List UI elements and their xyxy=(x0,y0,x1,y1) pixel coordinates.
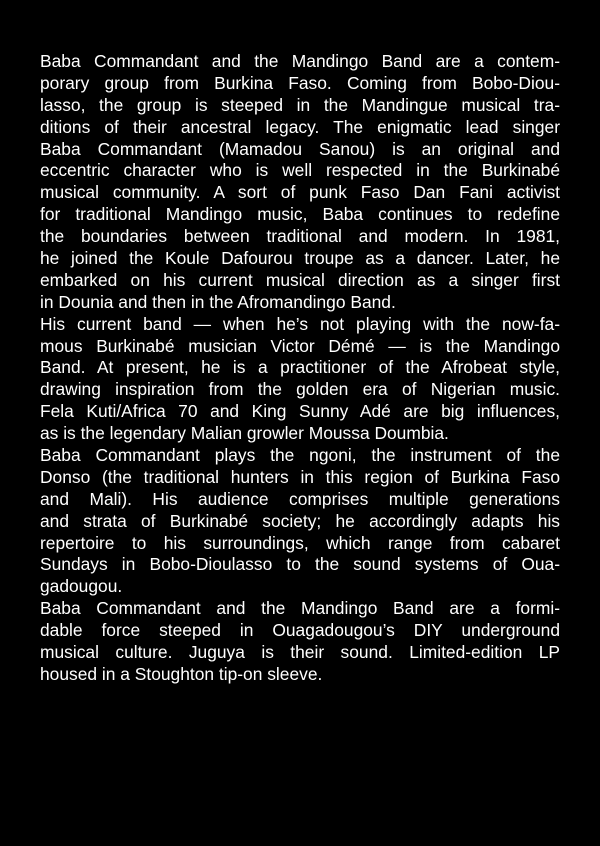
paragraph-2 xyxy=(40,314,560,445)
text-line: drawing inspiration from the golden era of Nigerian music. xyxy=(40,379,560,400)
text-line: and Mali). His audience comprises multiple generations xyxy=(40,488,560,509)
text-line: ditions of their ancestral legacy. The enigmatic lead singer xyxy=(40,116,560,137)
text-line: the boundaries between traditional and modern. In 1981, xyxy=(40,226,560,247)
text-line: gadougou. xyxy=(40,576,123,597)
text-line: housed in a Stoughton tip-on sleeve. xyxy=(40,663,323,684)
text-line: His current band — when he’s not playing with the now-fa- xyxy=(40,313,560,334)
text-line: Donso (the traditional hunters in this region of Burkina Faso xyxy=(40,466,560,487)
paragraph-1 xyxy=(40,51,560,314)
text-line: as is the legendary Malian growler Moussa Doumbia. xyxy=(40,423,449,444)
text-line: musical community. A sort of punk Faso Dan Fani activist xyxy=(40,182,560,203)
text-line: Fela Kuti/Africa 70 and King Sunny Adé are big influences, xyxy=(40,401,560,422)
text-line: Baba Commandant and the Mandingo Band are a formi- xyxy=(40,598,560,619)
text-line: for traditional Mandingo music, Baba continues to redefine xyxy=(40,204,560,225)
text-line: and strata of Burkinabé society; he accordingly adapts his xyxy=(40,510,560,531)
text-line: mous Burkinabé musician Victor Démé — is the Mandingo xyxy=(40,335,560,356)
text-line: lasso, the group is steeped in the Mandingue musical tra- xyxy=(40,94,560,115)
paragraph-3 xyxy=(40,445,560,598)
text-line: Band. At present, he is a practitioner of the Afrobeat style, xyxy=(40,357,560,378)
text-line: musical culture. Juguya is their sound. Limited-edition LP xyxy=(40,642,560,663)
text-line: Baba Commandant and the Mandingo Band are a contem- xyxy=(40,51,560,71)
text-line: repertoire to his surroundings, which range from cabaret xyxy=(40,532,560,553)
text-line: in Dounia and then in the Afromandingo Band. xyxy=(40,291,396,312)
paragraph-4 xyxy=(40,598,560,686)
text-line: porary group from Burkina Faso. Coming from Bobo-Diou- xyxy=(40,72,560,93)
text-line: eccentric character who is well respected in the Burkinabé xyxy=(40,160,560,181)
text-line: embarked on his current musical direction as a singer first xyxy=(40,269,560,290)
text-line: he joined the Koule Dafourou troupe as a dancer. Later, he xyxy=(40,248,560,269)
text-line: Sundays in Bobo-Dioulasso to the sound systems of Oua- xyxy=(40,554,560,575)
text-line: dable force steeped in Ouagadougou’s DIY underground xyxy=(40,620,560,641)
body-text xyxy=(40,51,560,686)
text-line: Baba Commandant plays the ngoni, the instrument of the xyxy=(40,445,560,466)
text-line: Baba Commandant (Mamadou Sanou) is an original and xyxy=(40,138,560,159)
